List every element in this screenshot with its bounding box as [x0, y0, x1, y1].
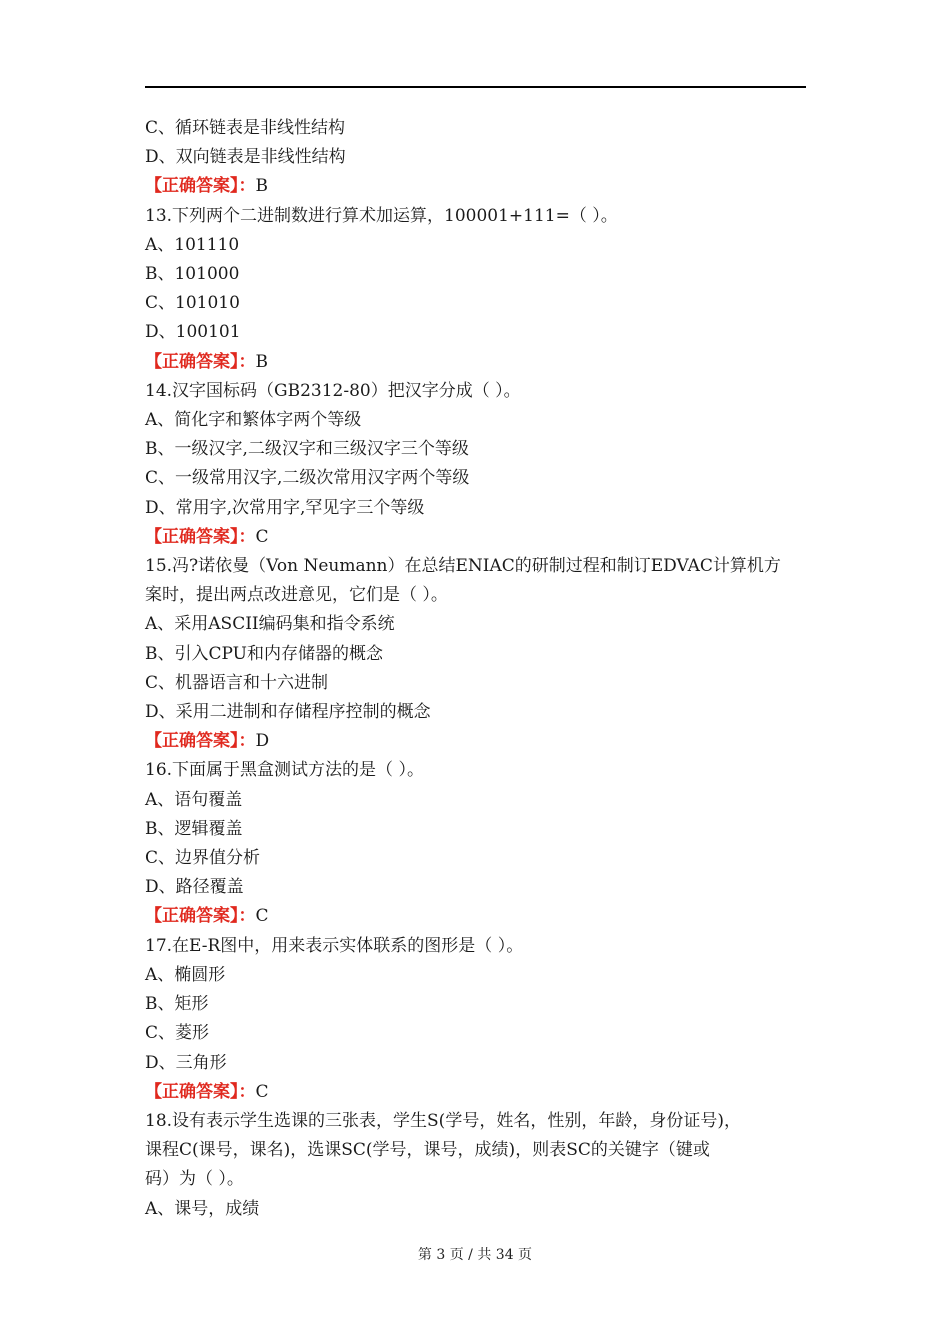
- answer-value: C: [255, 1081, 269, 1102]
- question-13-option-b: B、101000: [145, 264, 240, 285]
- question-13-stem: 13.下列两个二进制数进行算术加运算，100001+111=（ ）。: [145, 205, 618, 226]
- question-17-option-a: A、椭圆形: [145, 964, 226, 985]
- question-17-option-b: B、矩形: [145, 994, 209, 1015]
- question-13-option-d: D、100101: [145, 322, 241, 343]
- answer-label: 【正确答案】：: [145, 1081, 256, 1102]
- question-15-answer: [145, 727, 815, 756]
- answer-value: C: [255, 906, 269, 927]
- question-15-option-d: D、采用二进制和存储程序控制的概念: [145, 702, 431, 723]
- header-rule: [145, 86, 806, 88]
- question-17-option-c: C、菱形: [145, 1023, 210, 1044]
- question-16-stem: 16.下面属于黑盒测试方法的是（ ）。: [145, 760, 424, 781]
- question-18-stem-line-3: 码）为（ ）。: [145, 1169, 244, 1190]
- answer-value: D: [255, 731, 270, 752]
- prev-answer: [145, 172, 815, 201]
- question-17-option-d: D、三角形: [145, 1052, 227, 1073]
- question-15-stem-line-2: 案时，提出两点改进意见，它们是（ ）。: [145, 585, 448, 606]
- question-14-option-d: D、常用字,次常用字,罕见字三个等级: [145, 497, 425, 518]
- question-14-option-c: C、一级常用汉字,二级次常用汉字两个等级: [145, 468, 470, 489]
- question-16-option-c: C、边界值分析: [145, 848, 261, 869]
- page-footer: [0, 1244, 950, 1264]
- question-16-option-b: B、逻辑覆盖: [145, 818, 243, 839]
- question-14-answer: [145, 523, 815, 552]
- prev-option-d: D、双向链表是非线性结构: [145, 147, 346, 168]
- question-15-option-c: C、机器语言和十六进制: [145, 672, 329, 693]
- answer-value: B: [255, 351, 268, 372]
- answer-label: 【正确答案】：: [145, 731, 256, 752]
- question-18-stem-line-2: 课程C(课号，课名)，选课SC(学号，课号，成绩)，则表SC的关键字（键或: [145, 1140, 710, 1161]
- question-16-option-a: A、语句覆盖: [145, 789, 243, 810]
- answer-value: C: [255, 526, 269, 547]
- question-16-answer: [145, 902, 815, 931]
- question-14-stem: 14.汉字国标码（GB2312-80）把汉字分成（ ）。: [145, 380, 521, 401]
- question-14-option-a: A、简化字和繁体字两个等级: [145, 410, 362, 431]
- answer-label: 【正确答案】：: [145, 906, 256, 927]
- question-15-option-a: A、采用ASCII编码集和指令系统: [145, 614, 395, 635]
- question-16-option-d: D、路径覆盖: [145, 877, 244, 898]
- question-15-stem-line-1: 15.冯?诺依曼（Von Neumann）在总结ENIAC的研制过程和制订EDVAC计算机方: [145, 556, 781, 577]
- page-content: [145, 114, 815, 1224]
- question-13-answer: [145, 348, 815, 377]
- question-14-option-b: B、一级汉字,二级汉字和三级汉字三个等级: [145, 439, 469, 460]
- question-18-stem-line-1: 18.设有表示学生选课的三张表，学生S(学号，姓名，性别，年龄，身份证号)，: [145, 1110, 741, 1131]
- question-17-answer: [145, 1078, 815, 1107]
- page-number-text: 第 3 页 / 共 34 页: [417, 1247, 533, 1263]
- question-15-option-b: B、引入CPU和内存储器的概念: [145, 643, 383, 664]
- answer-label: 【正确答案】：: [145, 526, 256, 547]
- question-18-option-a: A、课号，成绩: [145, 1198, 260, 1219]
- question-17-stem: 17.在E-R图中，用来表示实体联系的图形是（ ）。: [145, 935, 524, 956]
- answer-value: B: [255, 176, 268, 197]
- question-13-option-a: A、101110: [145, 234, 240, 255]
- prev-option-c: C、循环链表是非线性结构: [145, 118, 346, 138]
- answer-label: 【正确答案】：: [145, 351, 256, 372]
- answer-label: 【正确答案】：: [145, 176, 256, 197]
- question-13-option-c: C、101010: [145, 293, 240, 314]
